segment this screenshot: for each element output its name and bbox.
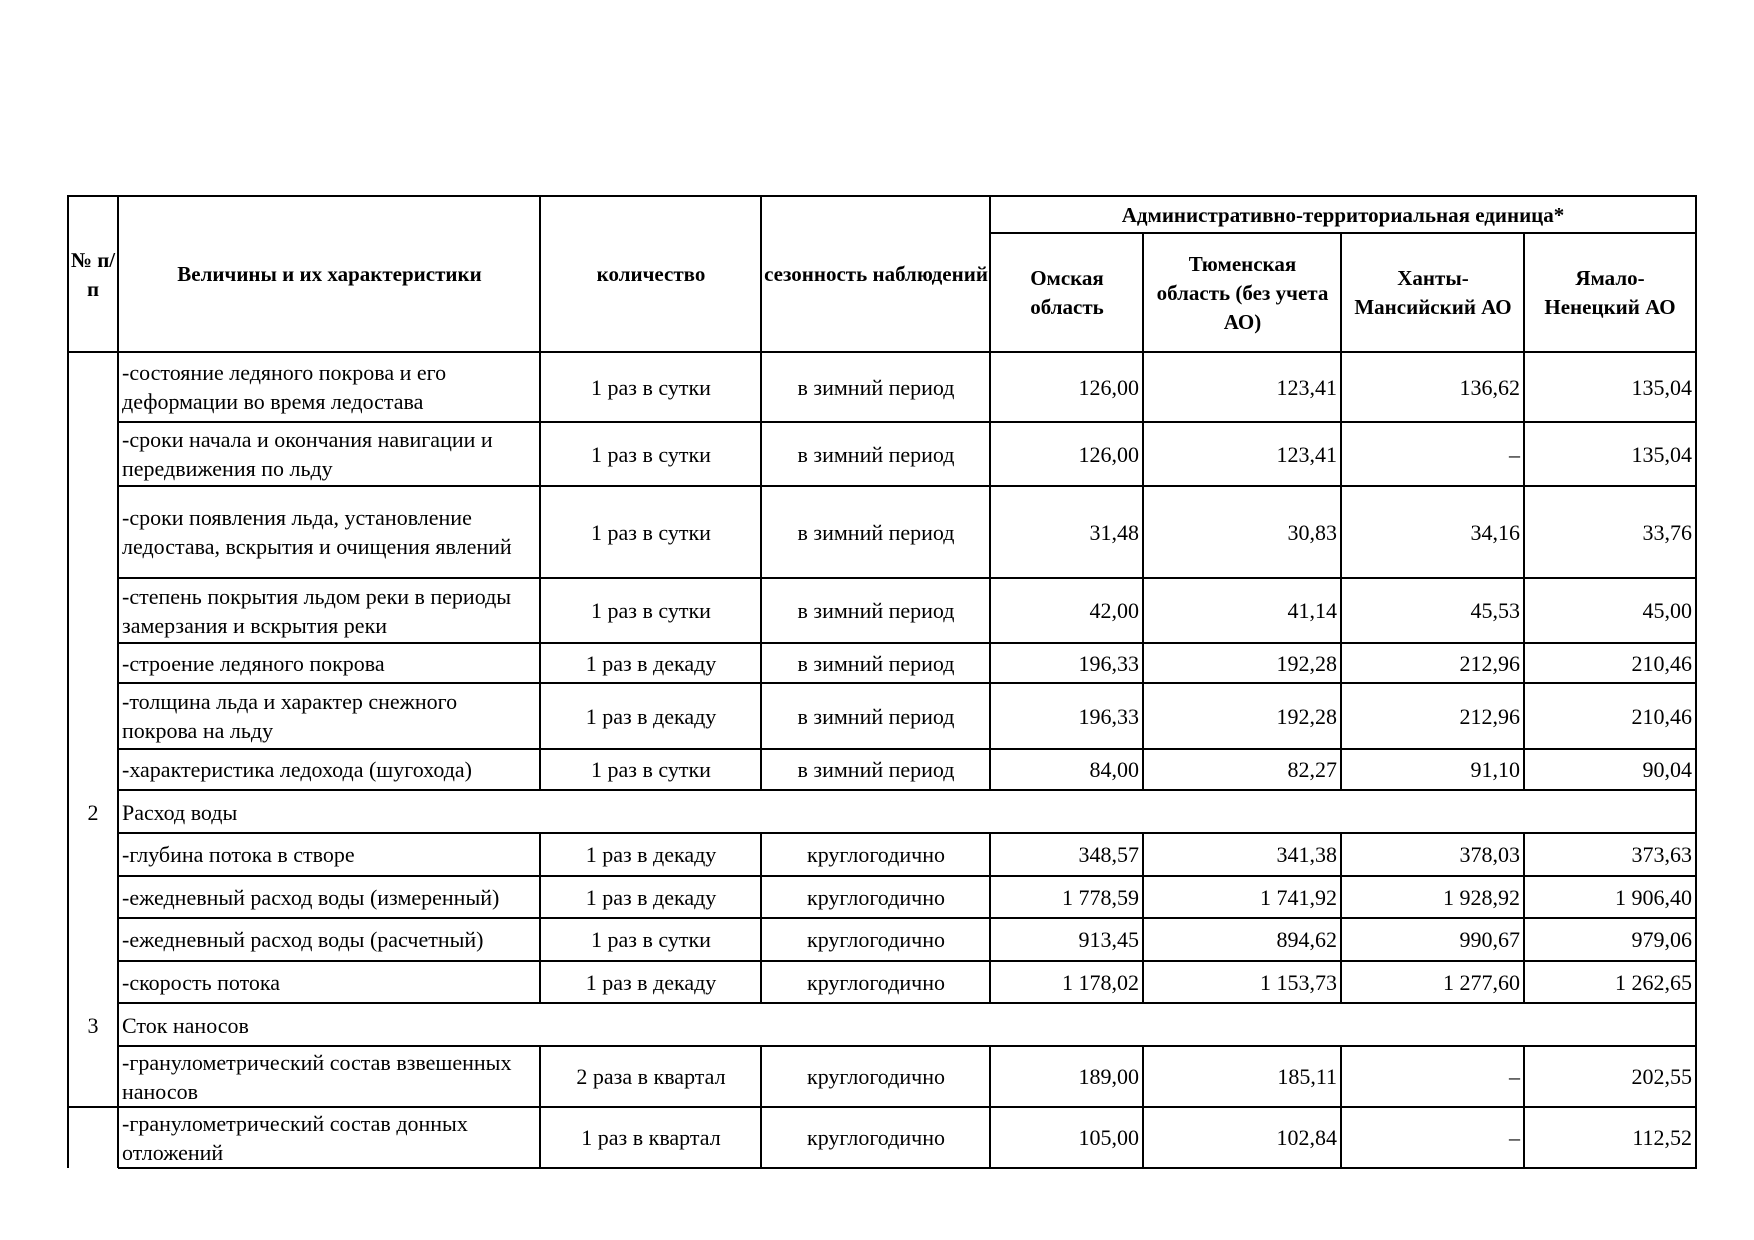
grid-line xyxy=(990,232,1697,234)
grid-line xyxy=(539,832,541,1004)
grid-line xyxy=(1340,232,1342,791)
grid-line xyxy=(1523,1045,1525,1168)
grid-line xyxy=(118,789,1697,791)
value-khmao: 1 928,92 xyxy=(1443,884,1520,910)
grid-line xyxy=(67,195,1697,197)
grid-line xyxy=(118,1045,1697,1047)
grid-line xyxy=(118,875,1697,877)
row-name: -гранулометрический состав донных отложений xyxy=(122,1110,468,1165)
row-name: -характеристика ледохода (шугохода) xyxy=(122,757,472,782)
value-yanao: 202,55 xyxy=(1631,1064,1692,1089)
grid-line xyxy=(1142,832,1144,1004)
header-region-tyumen: Тюменская область (без учета АО) xyxy=(1156,251,1329,334)
grid-line xyxy=(67,351,1697,353)
grid-line xyxy=(1695,195,1697,1168)
row-name: -сроки появления льда, установление ледостава, вскрытия и очищения явлений xyxy=(122,505,512,559)
row-seasonality: круглогодично xyxy=(807,1125,945,1150)
grid-line xyxy=(1523,832,1525,1004)
row-name: -ежедневный расход воды (расчетный) xyxy=(122,927,484,952)
value-tyumen: 123,41 xyxy=(1276,374,1337,400)
value-tyumen: 30,83 xyxy=(1287,519,1337,545)
value-omsk: 126,00 xyxy=(1078,374,1139,400)
grid-line xyxy=(1142,1045,1144,1168)
row-quantity: 1 раз в декаду xyxy=(585,650,717,676)
row-name: -толщина льда и характер снежного покрова на льду xyxy=(122,689,458,743)
row-name: -сроки начала и окончания навигации и передвижения по льду xyxy=(122,427,493,481)
row-seasonality: в зимний период xyxy=(797,757,955,782)
grid-line xyxy=(1142,232,1144,791)
value-khmao: 1 277,60 xyxy=(1443,969,1520,995)
header-region-yanao: Ямало-Ненецкий АО xyxy=(1544,266,1676,319)
value-khmao: 990,67 xyxy=(1459,927,1520,952)
grid-line xyxy=(118,485,1697,487)
grid-line xyxy=(118,421,1697,423)
header-region-omsk: Омская область xyxy=(1030,266,1104,319)
section-num: 3 xyxy=(87,1012,99,1038)
value-yanao: 210,46 xyxy=(1631,703,1692,729)
value-yanao: 373,63 xyxy=(1631,842,1692,867)
row-name: -строение ледяного покрова xyxy=(122,650,385,676)
row-seasonality: в зимний период xyxy=(797,598,955,623)
header-seasonality: сезонность наблюдений xyxy=(764,262,988,286)
value-tyumen: 185,11 xyxy=(1277,1064,1337,1089)
value-omsk: 126,00 xyxy=(1078,441,1139,467)
row-quantity: 1 раз в квартал xyxy=(581,1125,721,1150)
row-seasonality: круглогодично xyxy=(807,969,945,995)
value-omsk: 105,00 xyxy=(1078,1125,1139,1150)
value-tyumen: 1 153,73 xyxy=(1260,969,1337,995)
value-yanao: 33,76 xyxy=(1642,519,1692,545)
value-omsk: 1 178,02 xyxy=(1062,969,1139,995)
row-seasonality: в зимний период xyxy=(797,703,955,729)
grid-line xyxy=(989,1045,991,1168)
value-omsk: 189,00 xyxy=(1078,1064,1139,1089)
value-yanao: 135,04 xyxy=(1631,374,1692,400)
value-tyumen: 341,38 xyxy=(1276,842,1337,867)
value-khmao: – xyxy=(1509,441,1520,467)
value-khmao: 136,62 xyxy=(1459,374,1520,400)
row-seasonality: круглогодично xyxy=(807,884,945,910)
grid-line xyxy=(117,195,119,1168)
value-khmao: 212,96 xyxy=(1459,650,1520,676)
grid-line xyxy=(760,195,762,791)
value-omsk: 31,48 xyxy=(1089,519,1139,545)
value-khmao: 91,10 xyxy=(1470,757,1520,782)
row-seasonality: в зимний период xyxy=(797,441,955,467)
header-quantity: количество xyxy=(596,262,706,286)
value-tyumen: 123,41 xyxy=(1276,441,1337,467)
grid-line xyxy=(118,577,1697,579)
section-title: Сток наносов xyxy=(122,1012,249,1038)
grid-line xyxy=(118,917,1697,919)
value-yanao: 210,46 xyxy=(1631,650,1692,676)
value-khmao: 378,03 xyxy=(1459,842,1520,867)
value-omsk: 348,57 xyxy=(1078,842,1139,867)
value-yanao: 979,06 xyxy=(1631,927,1692,952)
row-quantity: 1 раз в сутки xyxy=(591,519,711,545)
row-quantity: 2 раза в квартал xyxy=(576,1064,726,1089)
row-name: -глубина потока в створе xyxy=(122,842,355,867)
value-khmao: 45,53 xyxy=(1470,598,1520,623)
value-yanao: 112,52 xyxy=(1632,1125,1692,1150)
grid-line xyxy=(989,195,991,791)
row-quantity: 1 раз в сутки xyxy=(591,598,711,623)
row-seasonality: круглогодично xyxy=(807,927,945,952)
value-khmao: 212,96 xyxy=(1459,703,1520,729)
grid-line xyxy=(67,1106,1697,1108)
grid-line xyxy=(118,748,1697,750)
row-quantity: 1 раз в сутки xyxy=(591,374,711,400)
grid-line xyxy=(118,1167,1697,1169)
row-seasonality: круглогодично xyxy=(807,842,945,867)
value-yanao: 1 906,40 xyxy=(1615,884,1692,910)
grid-line xyxy=(539,1045,541,1168)
grid-line xyxy=(118,682,1697,684)
value-omsk: 1 778,59 xyxy=(1062,884,1139,910)
row-quantity: 1 раз в декаду xyxy=(585,969,717,995)
section-num: 2 xyxy=(87,799,99,825)
row-quantity: 1 раз в декаду xyxy=(585,884,717,910)
grid-line xyxy=(118,642,1697,644)
header-name: Величины и их характеристики xyxy=(177,262,482,286)
grid-line xyxy=(1523,232,1525,791)
value-tyumen: 41,14 xyxy=(1287,598,1337,623)
header-region-khmao: Ханты-Мансийский АО xyxy=(1354,266,1512,319)
row-name: -скорость потока xyxy=(122,969,281,995)
value-yanao: 90,04 xyxy=(1642,757,1692,782)
row-name: -степень покрытия льдом реки в периоды замерзания и вскрытия реки xyxy=(122,583,512,638)
value-omsk: 913,45 xyxy=(1078,927,1139,952)
row-quantity: 1 раз в сутки xyxy=(591,441,711,467)
value-yanao: 1 262,65 xyxy=(1615,969,1692,995)
value-tyumen: 82,27 xyxy=(1287,757,1337,782)
value-khmao: 34,16 xyxy=(1470,519,1520,545)
row-seasonality: в зимний период xyxy=(797,519,955,545)
grid-line xyxy=(539,195,541,791)
value-omsk: 84,00 xyxy=(1089,757,1139,782)
grid-line xyxy=(118,832,1697,834)
grid-line xyxy=(118,1002,1697,1004)
row-quantity: 1 раз в сутки xyxy=(591,927,711,952)
value-tyumen: 102,84 xyxy=(1276,1125,1337,1150)
row-seasonality: в зимний период xyxy=(797,650,955,676)
row-name: -гранулометрический состав взвешенных наносов xyxy=(122,1049,512,1104)
header-admin-unit: Административно-территориальная единица* xyxy=(1121,202,1565,227)
grid-line xyxy=(67,195,69,1168)
value-tyumen: 192,28 xyxy=(1276,650,1337,676)
row-seasonality: круглогодично xyxy=(807,1064,945,1089)
value-khmao: – xyxy=(1509,1064,1520,1089)
grid-line xyxy=(1340,1045,1342,1168)
section-title: Расход воды xyxy=(122,799,238,825)
row-name: -ежедневный расход воды (измеренный) xyxy=(122,884,500,910)
grid-line xyxy=(989,832,991,1004)
header-num: № п/п xyxy=(70,247,116,301)
value-tyumen: 1 741,92 xyxy=(1260,884,1337,910)
grid-line xyxy=(1340,832,1342,1004)
value-yanao: 45,00 xyxy=(1642,598,1692,623)
grid-line xyxy=(118,960,1697,962)
row-name: -состояние ледяного покрова и его деформации во время ледостава xyxy=(122,360,447,414)
row-quantity: 1 раз в декаду xyxy=(585,842,717,867)
value-omsk: 196,33 xyxy=(1078,703,1139,729)
value-tyumen: 192,28 xyxy=(1276,703,1337,729)
value-omsk: 42,00 xyxy=(1089,598,1139,623)
row-quantity: 1 раз в сутки xyxy=(591,757,711,782)
row-seasonality: в зимний период xyxy=(797,374,955,400)
value-tyumen: 894,62 xyxy=(1276,927,1337,952)
value-yanao: 135,04 xyxy=(1631,441,1692,467)
grid-line xyxy=(760,1045,762,1168)
row-quantity: 1 раз в декаду xyxy=(585,703,717,729)
grid-line xyxy=(760,832,762,1004)
value-khmao: – xyxy=(1509,1125,1520,1150)
value-omsk: 196,33 xyxy=(1078,650,1139,676)
